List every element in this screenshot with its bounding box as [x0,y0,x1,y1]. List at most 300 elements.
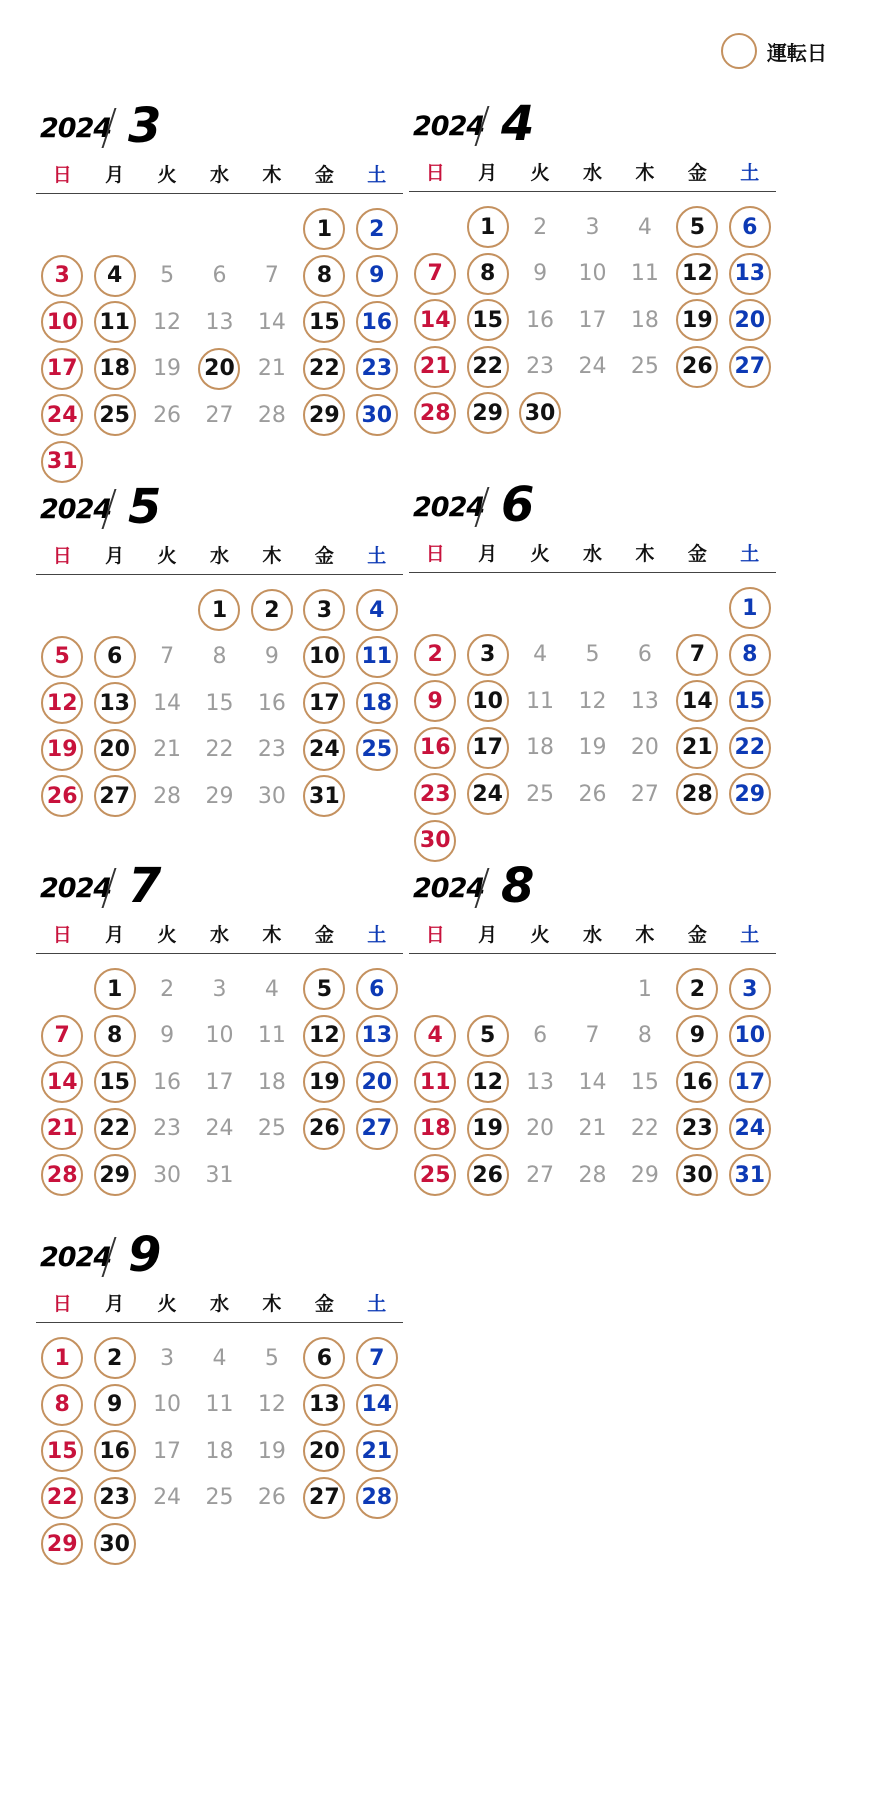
day-number: 3 [212,976,227,1002]
non-running-day [619,632,671,679]
day-number: 29 [94,1154,136,1196]
day-number: 24 [729,1108,771,1150]
running-day [36,680,88,727]
running-day [724,966,776,1013]
non-running-day [246,392,298,439]
running-day [724,771,776,818]
day-number: 23 [356,348,398,390]
day-number: 25 [526,781,555,807]
day-number: 25 [257,1116,286,1142]
running-day [298,966,350,1013]
non-running-day [566,632,618,679]
day-number: 6 [212,263,227,289]
running-day [724,251,776,298]
day-number: 18 [526,735,555,761]
running-day [36,634,88,681]
non-running-day [514,678,566,725]
weekday-label: 木 [262,923,282,946]
non-running-day [193,1382,245,1429]
running-day [671,725,723,772]
running-day [36,1428,88,1475]
running-day [351,346,403,393]
weekday-label: 水 [582,923,602,946]
running-day [88,1013,140,1060]
running-day [724,204,776,251]
running-day [671,1106,723,1153]
day-number: 11 [94,301,136,343]
running-day [298,1428,350,1475]
non-running-day [141,1428,193,1475]
running-day [461,1059,513,1106]
running-day [409,1152,461,1199]
weekday-label: 日 [52,923,72,946]
running-day [409,1059,461,1106]
day-number: 26 [578,781,607,807]
non-running-day [619,297,671,344]
year-label: 2024 [40,873,112,904]
empty-cell [246,206,298,253]
day-number: 7 [160,644,175,670]
day-number: 31 [41,441,83,483]
running-day [298,587,350,634]
day-number: 21 [257,356,286,382]
day-number: 12 [578,688,607,714]
weekday-label: 月 [105,163,125,186]
weekday-label: 日 [52,163,72,186]
running-day [298,206,350,253]
day-number: 28 [153,783,182,809]
month-calendar-5 [36,467,403,820]
running-day [409,771,461,818]
non-running-day [193,1013,245,1060]
day-number: 15 [41,1430,83,1472]
weekday-label: 水 [209,923,229,946]
running-day [351,634,403,681]
non-running-day [246,299,298,346]
day-number: 17 [303,682,345,724]
weekday-label: 木 [635,923,655,946]
day-number: 15 [94,1061,136,1103]
day-number: 27 [729,346,771,388]
day-number: 6 [94,636,136,678]
running-day-ring-icon [721,33,757,69]
day-number: 23 [526,354,555,380]
day-number: 2 [356,208,398,250]
weekday-label: 土 [740,923,760,946]
non-running-day [246,634,298,681]
non-running-day [141,1152,193,1199]
running-day [351,1382,403,1429]
day-number: 2 [676,968,718,1010]
empty-cell [141,587,193,634]
day-number: 2 [533,214,548,240]
day-number: 8 [637,1023,652,1049]
day-number: 24 [578,354,607,380]
day-number: 7 [41,1015,83,1057]
year-label: 2024 [40,113,112,144]
non-running-day [619,1106,671,1153]
running-day [671,678,723,725]
day-number: 22 [41,1477,83,1519]
non-running-day [514,1059,566,1106]
day-number: 18 [356,682,398,724]
month-calendar-8 [409,846,776,1199]
non-running-day [566,1059,618,1106]
running-day [298,773,350,820]
day-number: 12 [303,1015,345,1057]
day-number: 11 [630,261,659,287]
weekday-label: 火 [157,163,177,186]
day-number: 18 [630,307,659,333]
non-running-day [246,727,298,774]
running-day [298,299,350,346]
running-day [88,299,140,346]
non-running-day [566,771,618,818]
legend-label: 運転日 [767,40,827,65]
day-number: 13 [729,253,771,295]
running-day [351,1475,403,1522]
day-number: 14 [676,680,718,722]
day-number: 6 [303,1337,345,1379]
weekday-label: 日 [425,542,445,565]
non-running-day [619,1152,671,1199]
weekday-label: 月 [105,1292,125,1315]
day-number: 26 [257,1485,286,1511]
day-number: 30 [153,1162,182,1188]
day-number: 3 [585,214,600,240]
day-number: 29 [205,783,234,809]
weekday-label: 月 [105,544,125,567]
running-day [88,727,140,774]
running-day [298,634,350,681]
month-number: 5 [128,479,162,535]
day-number: 29 [41,1523,83,1565]
day-number: 11 [205,1392,234,1418]
running-day [88,1152,140,1199]
day-number: 5 [585,642,600,668]
day-grid [36,954,403,1199]
non-running-day [514,297,566,344]
day-number: 25 [356,729,398,771]
running-day [409,1013,461,1060]
non-running-day [514,204,566,251]
day-number: 7 [414,253,456,295]
day-number: 17 [41,348,83,390]
month-title [36,467,403,535]
running-day [671,251,723,298]
running-day [461,204,513,251]
non-running-day [566,204,618,251]
day-number: 6 [637,642,652,668]
day-number: 13 [630,688,659,714]
day-number: 29 [303,394,345,436]
non-running-day [141,727,193,774]
weekday-label: 火 [530,542,550,565]
running-day [36,773,88,820]
running-day [409,344,461,391]
non-running-day [141,392,193,439]
weekday-label: 月 [478,161,498,184]
running-day [461,1013,513,1060]
non-running-day [246,1059,298,1106]
day-number: 3 [467,634,509,676]
day-number: 21 [41,1108,83,1150]
weekday-label: 土 [740,161,760,184]
running-day [351,253,403,300]
weekday-label: 木 [262,1292,282,1315]
day-number: 16 [94,1430,136,1472]
running-day [461,1106,513,1153]
running-day [298,1382,350,1429]
day-number: 4 [414,1015,456,1057]
month-title [409,465,776,533]
day-number: 20 [356,1061,398,1103]
day-number: 5 [160,263,175,289]
day-number: 24 [467,773,509,815]
running-day [36,1382,88,1429]
empty-cell [36,587,88,634]
day-number: 28 [257,402,286,428]
day-number: 14 [41,1061,83,1103]
non-running-day [141,1059,193,1106]
day-number: 10 [303,636,345,678]
empty-cell [461,966,513,1013]
weekday-label: 木 [635,542,655,565]
weekday-label: 土 [367,544,387,567]
month-calendar-3 [36,86,403,485]
empty-cell [36,206,88,253]
running-day [671,1059,723,1106]
running-day [461,1152,513,1199]
running-day [351,1013,403,1060]
running-day [351,680,403,727]
day-grid [36,1323,403,1568]
empty-cell [619,585,671,632]
day-number: 16 [257,690,286,716]
weekday-header [409,532,776,573]
non-running-day [141,773,193,820]
running-day [409,1106,461,1153]
month-calendar-9 [36,1215,403,1568]
non-running-day [141,1106,193,1153]
day-number: 8 [41,1384,83,1426]
empty-cell [461,585,513,632]
day-number: 1 [637,976,652,1002]
running-day [88,1335,140,1382]
non-running-day [566,1106,618,1153]
empty-cell [36,966,88,1013]
running-day [88,346,140,393]
day-number: 10 [578,261,607,287]
day-number: 25 [414,1154,456,1196]
running-day [671,344,723,391]
weekday-label: 木 [262,544,282,567]
running-day [724,1059,776,1106]
weekday-label: 木 [635,161,655,184]
day-number: 14 [414,299,456,341]
weekday-label: 土 [367,163,387,186]
non-running-day [514,251,566,298]
running-day [671,204,723,251]
empty-cell [514,966,566,1013]
day-number: 21 [356,1430,398,1472]
non-running-day [566,251,618,298]
running-day [193,346,245,393]
year-label: 2024 [413,873,485,904]
day-number: 16 [676,1061,718,1103]
weekday-label: 金 [687,161,707,184]
day-number: 28 [578,1162,607,1188]
day-number: 14 [153,690,182,716]
running-day [724,1152,776,1199]
empty-cell [88,587,140,634]
day-number: 19 [257,1438,286,1464]
running-day [298,1106,350,1153]
month-title [36,1215,403,1283]
day-grid [409,573,776,864]
non-running-day [246,1382,298,1429]
day-number: 4 [264,976,279,1002]
weekday-label: 木 [262,163,282,186]
day-number: 12 [153,309,182,335]
day-number: 15 [729,680,771,722]
day-number: 22 [303,348,345,390]
day-number: 26 [303,1108,345,1150]
running-day [461,725,513,772]
day-number: 16 [356,301,398,343]
day-number: 13 [303,1384,345,1426]
month-title [36,86,403,154]
non-running-day [246,1428,298,1475]
weekday-label: 月 [478,923,498,946]
running-day [671,297,723,344]
day-number: 14 [257,309,286,335]
running-day [461,771,513,818]
day-number: 12 [257,1392,286,1418]
running-day [36,1059,88,1106]
day-number: 20 [729,299,771,341]
day-number: 16 [414,727,456,769]
weekday-label: 月 [105,923,125,946]
running-day [88,1106,140,1153]
running-day [461,297,513,344]
weekday-header [36,534,403,575]
running-day [351,299,403,346]
running-day [298,1335,350,1382]
day-number: 2 [160,976,175,1002]
day-number: 4 [212,1345,227,1371]
non-running-day [246,966,298,1013]
running-day [36,727,88,774]
running-day [88,773,140,820]
month-number: 8 [501,858,535,914]
day-number: 13 [205,309,234,335]
day-number: 7 [585,1023,600,1049]
running-day [36,1335,88,1382]
day-number: 30 [257,783,286,809]
running-day [671,966,723,1013]
day-number: 20 [198,348,240,390]
non-running-day [619,678,671,725]
day-number: 27 [526,1162,555,1188]
day-number: 9 [676,1015,718,1057]
day-number: 17 [153,1438,182,1464]
running-day [88,1059,140,1106]
day-number: 7 [676,634,718,676]
day-number: 9 [264,644,279,670]
day-number: 22 [630,1116,659,1142]
day-number: 22 [467,346,509,388]
month-calendar-7 [36,846,403,1199]
non-running-day [193,299,245,346]
empty-cell [141,206,193,253]
non-running-day [246,680,298,727]
empty-cell [409,966,461,1013]
running-day [36,1475,88,1522]
day-number: 31 [303,775,345,817]
running-day [724,725,776,772]
year-label: 2024 [413,111,485,142]
month-number: 9 [128,1227,162,1283]
weekday-label: 火 [530,923,550,946]
day-number: 28 [676,773,718,815]
running-day [351,392,403,439]
weekday-label: 土 [367,1292,387,1315]
running-day [298,346,350,393]
month-number: 6 [501,477,535,533]
day-number: 28 [41,1154,83,1196]
day-number: 23 [676,1108,718,1150]
month-calendar-4 [409,84,776,437]
day-grid [36,194,403,485]
day-number: 3 [41,255,83,297]
weekday-label: 水 [582,542,602,565]
day-number: 9 [533,261,548,287]
day-number: 9 [356,255,398,297]
weekday-label: 水 [209,544,229,567]
day-number: 4 [637,214,652,240]
year-label: 2024 [40,494,112,525]
weekday-label: 火 [157,1292,177,1315]
day-number: 6 [729,206,771,248]
day-number: 29 [630,1162,659,1188]
day-number: 22 [205,737,234,763]
running-day [461,390,513,437]
day-number: 20 [94,729,136,771]
non-running-day [141,966,193,1013]
non-running-day [141,1475,193,1522]
day-number: 30 [676,1154,718,1196]
empty-cell [88,206,140,253]
weekday-label: 金 [314,923,334,946]
empty-cell [409,585,461,632]
day-number: 20 [303,1430,345,1472]
running-day [88,1428,140,1475]
day-number: 28 [356,1477,398,1519]
running-day [193,587,245,634]
running-day [298,680,350,727]
non-running-day [619,344,671,391]
day-number: 1 [729,587,771,629]
non-running-day [193,1106,245,1153]
running-day [88,392,140,439]
non-running-day [193,253,245,300]
day-number: 10 [467,680,509,722]
running-day [88,1382,140,1429]
non-running-day [246,346,298,393]
non-running-day [619,771,671,818]
day-number: 12 [676,253,718,295]
